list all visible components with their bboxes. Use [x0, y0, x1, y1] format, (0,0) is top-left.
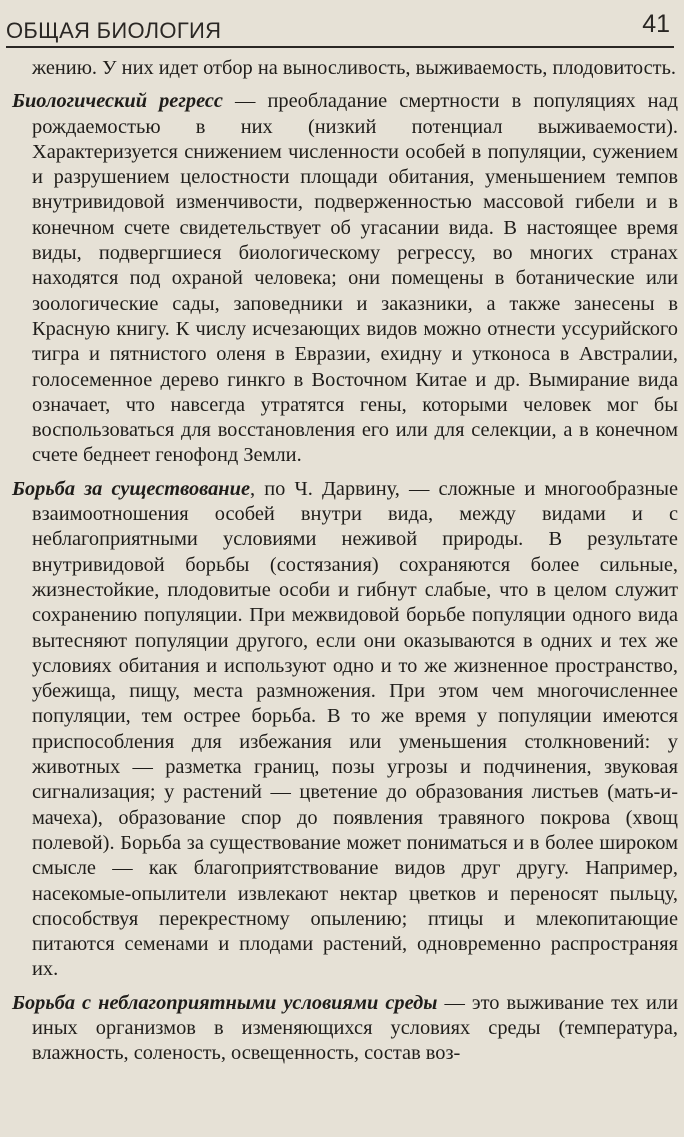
page-content: [12, 56, 678, 1067]
running-title: ОБЩАЯ БИОЛОГИЯ: [6, 18, 222, 43]
entry-term: Биологический регресс: [12, 90, 223, 113]
entry-term: Борьба за существование: [12, 477, 251, 500]
entry-struggle-with-conditions: [12, 991, 678, 1067]
entry-text: — это выживание тех или иных организмов в изменяющихся условиях среды (температура, влажность, соленость, освещенность, состав воз-: [32, 991, 679, 1065]
continuation-paragraph: жению. У них идет отбор на выносливость, выживаемость, плодовитость.: [32, 57, 676, 79]
entry-text: , по Ч. Дарвину, — сложные и многообразные взаимоотношения особей внутри вида, между видами и с неблагоприятными условиями неживой природы. В результате внутривидовой борьбы (состязания) сохраняются более сильные, жизнестойкие, плодовитые особи и гибнут слабые, что в целом служит сохранению популяции. При межвидовой борьбе популяции одного вида вытесняют популяции другого, если они оказываются в одних и тех же условиях обитания и используют одно и то же жизненное пространство, убежища, пищу, места размножения. При этом чем многочисленнее популяции, тем острее борьба. В то же время у популяции имеются приспособления для избежания или уменьшения столкновений: у животных — разметка границ, позы угрозы и подчинения, звуковая сигнализация; у растений — цветение до образования листьев (мать-и-мачеха), образование спор до появления травяного покрова (хвощ полевой). Борьба за существование может пониматься и в более широком смысле — как благоприятствование видов друг другу. Например, насекомые-опылители извлекают нектар цветков и переносят пыльцу, способствуя перекрестному опылению; птицы и млекопитающие питаются семенами и плодами растений, одновременно распространяя их.: [32, 477, 678, 981]
page-header: [6, 6, 674, 48]
entry-biological-regress: [12, 89, 678, 468]
entry-term: Борьба с неблагоприятными условиями среды: [12, 991, 438, 1014]
entry-struggle-for-existence: [12, 477, 678, 983]
entry-text: — преобладание смертности в популяциях над рождаемостью в них (низкий потенциал выживаемости). Характеризуется снижением численности особей в популяции, сужением и разрушением целостности площади обитания, уменьшением темпов внутривидовой изменчивости, подверженностью массовой гибели и в конечном счете свидетельствует об угасании вида. В настоящее время виды, подвергшиеся биологическому регрессу, во многих странах находятся под охраной человека; они помещены в ботанические или зоологические сады, заповедники и заказники, а также занесены в Красную книгу. К числу исчезающих видов можно отнести уссурийского тигра и пятнистого оленя в Евразии, ехидну и утконоса в Австралии, голосеменное дерево гинкго в Восточном Китае и др. Вымирание вида означает, что навсегда утратятся гены, которыми человек мог бы воспользоваться для восстановления его или для селекции, а в конечном счете беднеет генофонд Земли.: [32, 90, 678, 467]
page-number: 41: [642, 10, 670, 38]
